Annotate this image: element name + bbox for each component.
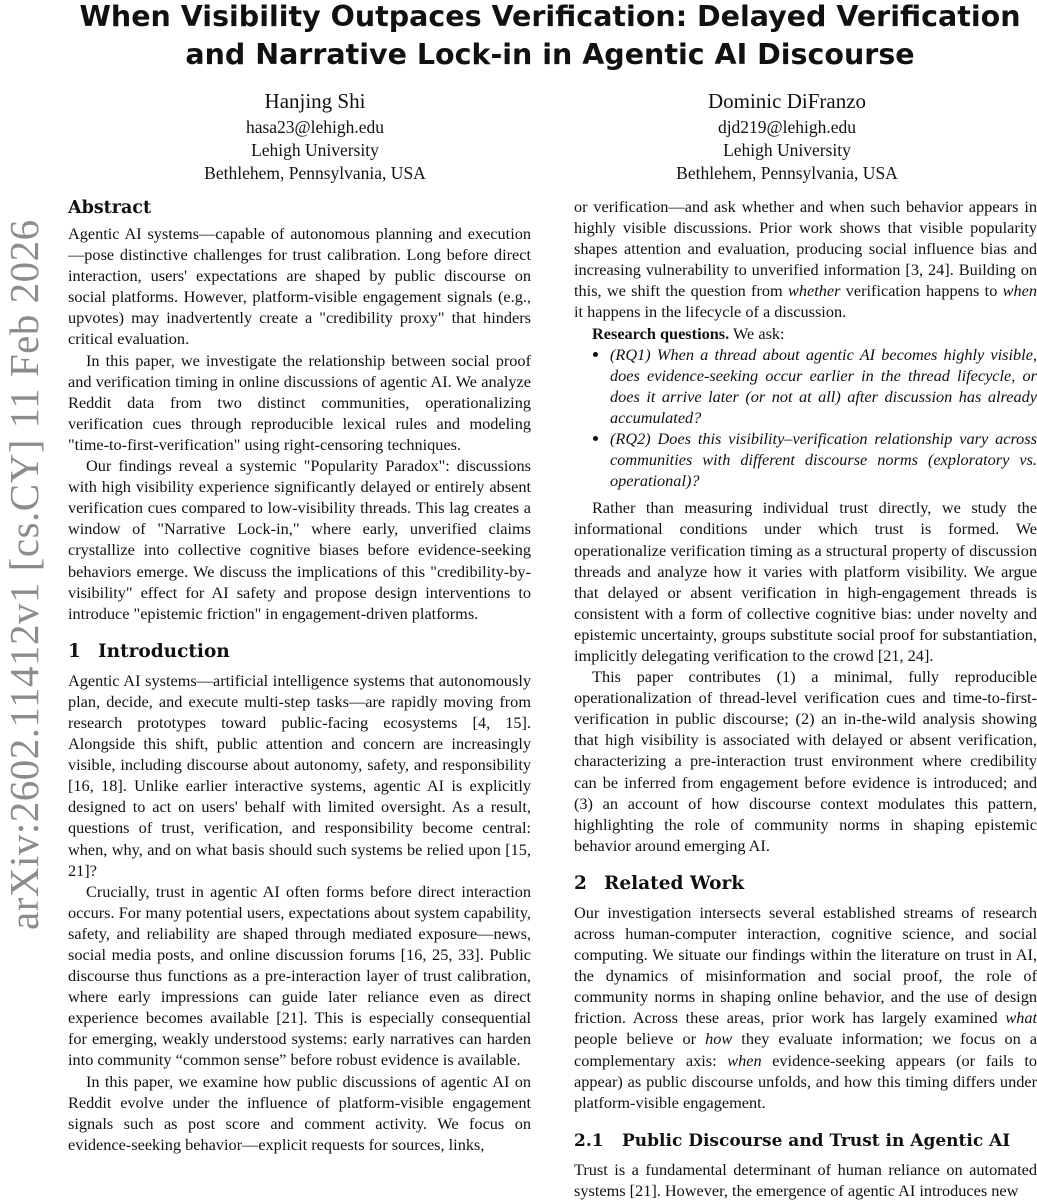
author-email[interactable]: hasa23@lehigh.edu (245, 117, 385, 137)
abstract-paragraph: Our findings reveal a systemic "Popularity Paradox": discussions with high visibility experience significantly delayed or entirely absent verification cues compared to low-visibility threads. This lag creates a window of "Narrative Lock-in," where early, unverified claims crystallize into collective cognitive biases before evidence-seeking behaviors emerge. We discuss the implications of this "credibility-by-visibility" effect for AI safety and propose design interventions to introduce "epistemic friction" in engagement-driven platforms. (68, 456, 531, 623)
research-questions-intro: Research questions. We ask: (592, 323, 785, 343)
subsection-number: 2.1 (574, 1130, 604, 1151)
author-block (150, 86, 480, 185)
author-name: Hanjing Shi (264, 89, 366, 113)
research-question-2: • (RQ2) Does this visibility–verification relationship vary across communities with different discourse norms (exploratory vs. operational)? (610, 428, 1037, 491)
section-heading-related-work (574, 872, 1037, 896)
subsection-heading (574, 1129, 1037, 1153)
author-affiliation: Lehigh University (251, 140, 379, 160)
abstract-paragraph: In this paper, we investigate the relationship between social proof and verification timing in online discussions of agentic AI. We analyze Reddit data from two distinct communities, operationalizing verification cues through reproducible lexical rules and modeling "time-to-first-verification" using right-censoring techniques. (68, 350, 531, 454)
intro-paragraph: Agentic AI systems—artificial intelligence systems that autonomously plan, decide, and execute multi-step tasks—are rapidly moving from research prototypes toward public-facing ecosystems [4, 15]. Alongside this shift, public attention and concern are increasingly visible, including discourse about autonomy, safety, and responsibility [16, 18]. Unlike earlier interactive systems, agentic AI is explicitly designed to act on users' behalf with limited oversight. As a result, questions of trust, verification, and responsibility become central: when, why, and on what basis should such systems be relied upon [15, 21]? (68, 670, 531, 880)
abstract-paragraph: Agentic AI systems—capable of autonomous planning and execution—pose distinctive challenges for trust calibration. Long before direct interaction, users' expectations are shaped by public discourse on social platforms. However, platform-visible engagement signals (e.g., upvotes) may inadvertently create a "credibility proxy" that hinders critical evaluation. (68, 224, 531, 349)
author-location: Bethlehem, Pennsylvania, USA (676, 163, 898, 183)
subsection-paragraph: Trust is a fundamental determinant of human reliance on automated systems [21]. However, the emergence of agentic AI introduces new (574, 1159, 1037, 1200)
left-column (68, 196, 531, 1155)
section-title: Introduction (98, 640, 230, 662)
paper-title: When Visibility Outpaces Verification: Delayed Verification and Narrative Lock-in in Agentic AI Discourse (79, 0, 1021, 71)
intro-paragraph: Rather than measuring individual trust directly, we study the informational conditions under which trust is formed. We operationalize verification timing as a structural property of discussion threads and analyze how it varies with platform visibility. We argue that delayed or absent verification in high-engagement threads is consistent with a form of collective cognitive bias: under novelty and epistemic uncertainty, groups substitute social proof for substantiation, implicitly delegating verification to the crowd [21, 24]. (574, 498, 1037, 665)
section-number: 1 (68, 640, 81, 662)
section-heading-introduction (68, 640, 531, 664)
right-column (574, 196, 1037, 1201)
research-question-1: • (RQ1) When a thread about agentic AI becomes highly visible, does evidence-seeking occur earlier in the thread lifecycle, or does it arrive later (or not at all) after discussion has already accumulated? (610, 344, 1037, 428)
abstract-heading: Abstract (68, 198, 152, 218)
subsection-title: Public Discourse and Trust in Agentic AI (622, 1130, 1011, 1151)
intro-paragraph: Crucially, trust in agentic AI often forms before direct interaction occurs. For many potential users, expectations about system capability, safety, and reliability are shaped through mediated exposure—news, social media posts, and online discussion forums [16, 25, 33]. Public discourse thus functions as a pre-interaction layer of trust calibration, where early impressions can guide later reliance even as direct experience becomes available [21]. This is especially consequential for emerging, weakly understood systems: early narratives can harden into community “common sense” before robust evidence is available. (68, 881, 531, 1070)
arxiv-identifier: arXiv:2602.11412v1 [cs.CY] 11 Feb 2026 (1, 219, 47, 930)
section-title: Related Work (604, 872, 745, 894)
author-location: Bethlehem, Pennsylvania, USA (204, 163, 426, 183)
contributions-paragraph: This paper contributes (1) a minimal, fully reproducible operationalization of thread-level verification cues and time-to-first-verification in public discourse; (2) an in-the-wild analysis showing that high visibility is associated with delayed or absent verification, characterizing a pre-interaction trust environment where credibility can be inferred from engagement before evidence is introduced; and (3) an account of how discourse context modulates this pattern, highlighting the role of community norms in shaping epistemic behavior around emerging AI. (574, 667, 1037, 855)
author-block (622, 86, 952, 185)
author-email[interactable]: djd219@lehigh.edu (717, 117, 857, 137)
research-questions-list (574, 344, 1037, 492)
intro-continued-paragraph: or verification—and ask whether and when such behavior appears in highly visible discussions. Prior work shows that visible popularity shapes attention and evaluation, producing social influence bias and increasing vulnerability to unverified information [3, 24]. Building on this, we shift the question from whether verification happens to when it happens in the lifecycle of a discussion. (574, 197, 1037, 322)
author-affiliation: Lehigh University (723, 140, 851, 160)
related-work-paragraph: Our investigation intersects several established streams of research across human-computer interaction, cognitive science, and social computing. We situate our findings within the literature on trust in AI, the dynamics of misinformation and social proof, the role of community norms in shaping online behavior, and the use of design friction. Across these areas, prior work has largely examined what people believe or how they evaluate information; we focus on a complementary axis: when evidence-seeking appears (or fails to appear) as public discourse unfolds, and how this timing differs under platform-visible engagement. (574, 902, 1037, 1112)
intro-paragraph: In this paper, we examine how public discussions of agentic AI on Reddit evolve under the influence of platform-visible engagement signals such as post score and comment activity. We focus on evidence-seeking behavior—explicit requests for sources, links, (68, 1071, 531, 1154)
author-name: Dominic DiFranzo (707, 89, 867, 113)
section-number: 2 (574, 872, 587, 894)
